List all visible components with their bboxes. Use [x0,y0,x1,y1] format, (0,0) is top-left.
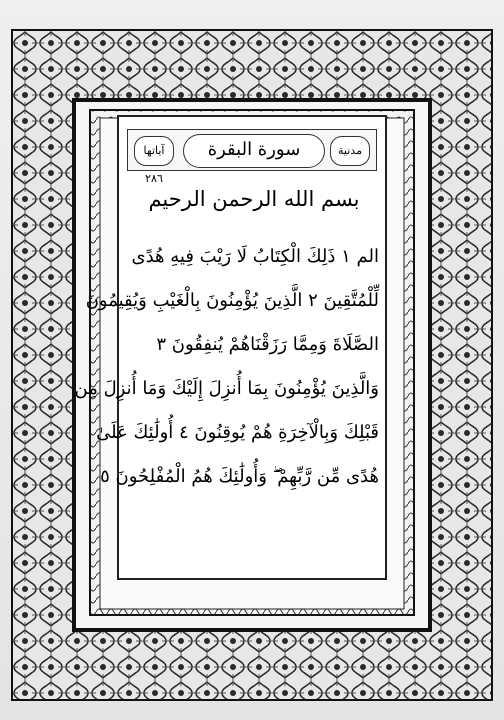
verse-line: الم ١ ذَلِكَ الْكِتَابُ لَا رَيْبَ فِيهِ هُدًى [131,246,379,267]
verse-line: لِّلْمُتَّقِينَ ٢ الَّذِينَ يُؤْمِنُونَ بِالْغَيْبِ وَيُقِيمُونَ [85,290,379,311]
verse-line: قَبْلِكَ وَبِالْآخِرَةِ هُمْ يُوقِنُونَ ٤ أُولَٰئِكَ عَلَىٰ [96,422,379,443]
verse-block [74,235,379,499]
basmala: بسم الله الرحمن الرحيم [148,187,360,211]
surah-title: سورة البقرة [183,134,325,168]
verse-line: هُدًى مِّن رَّبِّهِمْ ۖ وَأُولَٰئِكَ هُمُ الْمُفْلِحُونَ ٥ [100,466,379,487]
verse-line: الصَّلَاةَ وَمِمَّا رَزَقْنَاهُمْ يُنفِقُونَ ٣ [156,334,379,355]
revelation-badge: مدنية [330,136,370,166]
verse-line: وَالَّذِينَ يُؤْمِنُونَ بِمَا أُنزِلَ إِلَيْكَ وَمَا أُنزِلَ مِن [74,378,379,399]
ayah-count-badge: آياتها ٢٨٦ [134,136,174,166]
surah-header [127,129,377,185]
text-panel [74,115,387,580]
